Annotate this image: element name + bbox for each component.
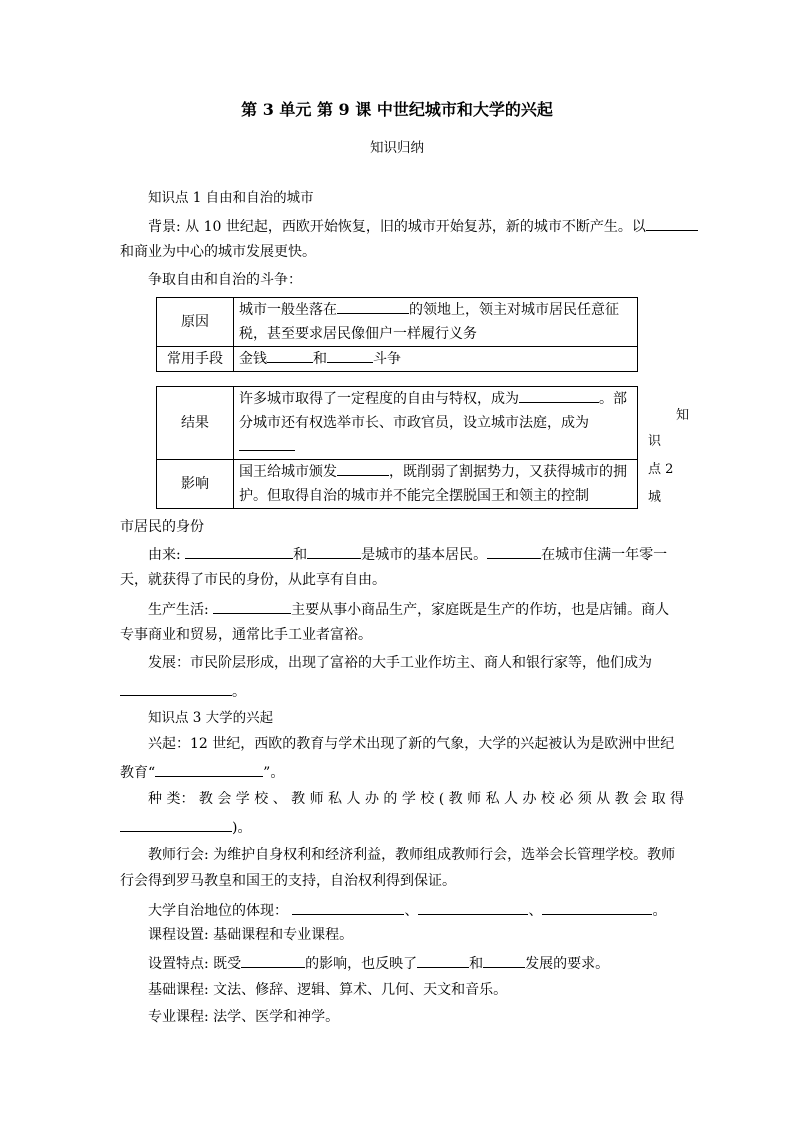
professional-course-label: 专业课程 xyxy=(148,1009,204,1025)
impact-text-b: ，既削弱了割据势力，又获得城市的拥 xyxy=(389,464,627,480)
result-table xyxy=(156,386,638,509)
means-text-a: 金钱 xyxy=(239,351,267,367)
autonomy-label: 大学自治地位的体现 xyxy=(148,903,274,919)
production-text: 主要从事小商品生产，家庭既是生产的作坊，也是店铺。商人 xyxy=(291,602,670,618)
guild-line2: 行会得到罗马教皇和国王的支持，自治权利得到保证。 xyxy=(120,873,456,889)
blank-field[interactable] xyxy=(155,761,263,777)
rise-text: ：12 世纪，西欧的教育与学术出现了新的气象，大学的兴起被认为是欧洲中世纪 xyxy=(176,736,675,752)
feature-text-b: 的影响，也反映了 xyxy=(305,956,418,972)
origin-text-c: 在城市住满一年零一 xyxy=(541,547,668,563)
development-text: ：市民阶层形成，出现了富裕的大手工业作坊主、商人和银行家等，他们成为 xyxy=(176,655,652,671)
development-line1 xyxy=(148,653,676,673)
result-label: 结果 xyxy=(157,387,234,460)
blank-field[interactable] xyxy=(185,543,293,559)
guild-text: : 为维护自身权利和经济利益，教师组成教师行会，选举会长管理学校。教师 xyxy=(204,847,676,863)
cause-text-b: 的领地上，领主对城市居民任意征 xyxy=(409,302,619,318)
impact-text-a: 国王给城市颁发 xyxy=(239,464,337,480)
blank-field[interactable] xyxy=(483,952,525,968)
result-text-a: 许多城市取得了一定程度的自由与特权，成为 xyxy=(239,391,519,407)
blank-field[interactable] xyxy=(337,298,409,314)
kind-label: 种 类 xyxy=(148,791,181,807)
table-row xyxy=(157,387,638,412)
blank-field[interactable] xyxy=(487,543,541,559)
rise-line1 xyxy=(148,734,676,754)
cause-text-a: 城市一般坐落在 xyxy=(239,302,337,318)
basic-course-text: : 文法、修辞、逻辑、算术、几何、天文和音乐。 xyxy=(204,982,508,998)
feature-label: 设置特点 xyxy=(148,956,204,972)
rise-label: 兴起 xyxy=(148,736,176,752)
professional-course-line xyxy=(148,1007,676,1027)
result-text-2 xyxy=(234,411,638,460)
blank-field[interactable] xyxy=(519,387,599,403)
development-label: 发展 xyxy=(148,655,176,671)
colon: ： xyxy=(274,903,293,919)
page-title: 第 3 单元 第 9 课 中世纪城市和大学的兴起 xyxy=(241,100,553,119)
origin-text-b: 是城市的基本居民。 xyxy=(361,547,488,563)
kp2-heading-tail: 市居民的身份 xyxy=(120,519,204,535)
kind-line1 xyxy=(148,789,685,809)
professional-course-text: : 法学、医学和神学。 xyxy=(204,1009,340,1025)
kp2-vertical-char: 城 xyxy=(648,490,662,505)
cause-text-2: 税，甚至要求居民像佃户一样履行义务 xyxy=(234,322,638,347)
blank-field[interactable] xyxy=(239,435,295,451)
means-label: 常用手段 xyxy=(157,347,234,372)
struggle-table xyxy=(156,297,638,372)
guild-label: 教师行会 xyxy=(148,847,204,863)
origin-text-a: 和 xyxy=(293,547,308,563)
blank-field[interactable] xyxy=(267,347,313,363)
feature-text-d: 发展的要求。 xyxy=(525,956,610,972)
development-line2 xyxy=(120,680,676,702)
kp3-heading: 知识点 3 大学的兴起 xyxy=(148,710,274,726)
production-line2: 专事商业和贸易，通常比手工业者富裕。 xyxy=(120,627,372,643)
blank-field[interactable] xyxy=(417,952,469,968)
basic-course-line xyxy=(148,980,676,1000)
feature-line xyxy=(148,952,676,974)
development-end: 。 xyxy=(232,684,246,700)
rise-text-a: 教育“ xyxy=(120,765,156,781)
guild-line1 xyxy=(148,845,676,865)
autonomy-line xyxy=(148,899,676,921)
impact-label: 影响 xyxy=(157,460,234,509)
colon: : xyxy=(204,602,214,618)
rise-line2 xyxy=(120,761,676,783)
table-row xyxy=(157,460,638,485)
blank-field[interactable] xyxy=(292,899,404,915)
separator: 、 xyxy=(528,903,543,919)
blank-field[interactable] xyxy=(120,816,232,832)
means-text-b: 和 xyxy=(313,351,327,367)
separator: 、 xyxy=(404,903,419,919)
kind-end: )。 xyxy=(232,820,252,836)
blank-field[interactable] xyxy=(327,347,373,363)
impact-text-1 xyxy=(234,460,638,485)
basic-course-label: 基础课程 xyxy=(148,982,204,998)
table-row xyxy=(157,347,638,372)
origin-label: 由来 xyxy=(148,547,176,563)
kp1-heading: 知识点 1 自由和自治的城市 xyxy=(148,190,314,206)
kp2-vertical-char: 知 xyxy=(676,408,690,423)
impact-text-2: 护。但取得自治的城市并不能完全摆脱国王和领主的控制 xyxy=(234,484,638,509)
course-text: : 基础课程和专业课程。 xyxy=(204,927,354,943)
blank-field[interactable] xyxy=(542,899,652,915)
result-text-c: 分城市还有权选举市长、市政官员，设立城市法庭，成为 xyxy=(239,415,589,431)
kind-text: ： 教 会 学 校 、 教 师 私 人 办 的 学 校 ( 教 师 私 人 办 校 必 须 从 教 会 取 得 xyxy=(180,791,685,807)
course-line xyxy=(148,925,676,945)
kp2-vertical-char: 识 xyxy=(648,434,662,449)
kp2-vertical-char: 点 2 xyxy=(648,462,674,477)
colon: : xyxy=(176,547,186,563)
blank-field[interactable] xyxy=(418,899,528,915)
course-label: 课程设置 xyxy=(148,927,204,943)
blank-field[interactable] xyxy=(120,680,232,696)
production-line1 xyxy=(148,598,676,620)
blank-field[interactable] xyxy=(241,952,305,968)
result-text-1 xyxy=(234,387,638,412)
struggle-heading: 争取自由和自治的斗争： xyxy=(148,272,302,288)
blank-field[interactable] xyxy=(646,215,698,231)
feature-text-a: : 既受 xyxy=(204,956,242,972)
background-text: : 从 10 世纪起，西欧开始恢复，旧的城市开始复苏，新的城市不断产生。以 xyxy=(176,219,646,235)
blank-field[interactable] xyxy=(307,543,361,559)
blank-field[interactable] xyxy=(337,460,389,476)
feature-text-c: 和 xyxy=(469,956,484,972)
cause-text-1 xyxy=(234,298,638,323)
production-label: 生产生活 xyxy=(148,602,204,618)
kp1-background-line1 xyxy=(148,215,676,237)
page-subtitle: 知识归纳 xyxy=(370,140,424,156)
blank-field[interactable] xyxy=(213,598,291,614)
origin-line1 xyxy=(148,543,676,565)
background-label: 背景 xyxy=(148,219,176,235)
result-text-b: 。部 xyxy=(599,391,627,407)
means-text-c: 斗争 xyxy=(373,351,401,367)
table-row xyxy=(157,298,638,323)
means-text xyxy=(234,347,638,372)
rise-text-b: ”。 xyxy=(263,765,285,781)
origin-line2: 天，就获得了市民的身份，从此享有自由。 xyxy=(120,572,386,588)
autonomy-end: 。 xyxy=(652,903,667,919)
kp1-background-line2: 和商业为中心的城市发展更快。 xyxy=(120,244,316,260)
cause-label: 原因 xyxy=(157,298,234,347)
kind-line2 xyxy=(120,816,676,838)
